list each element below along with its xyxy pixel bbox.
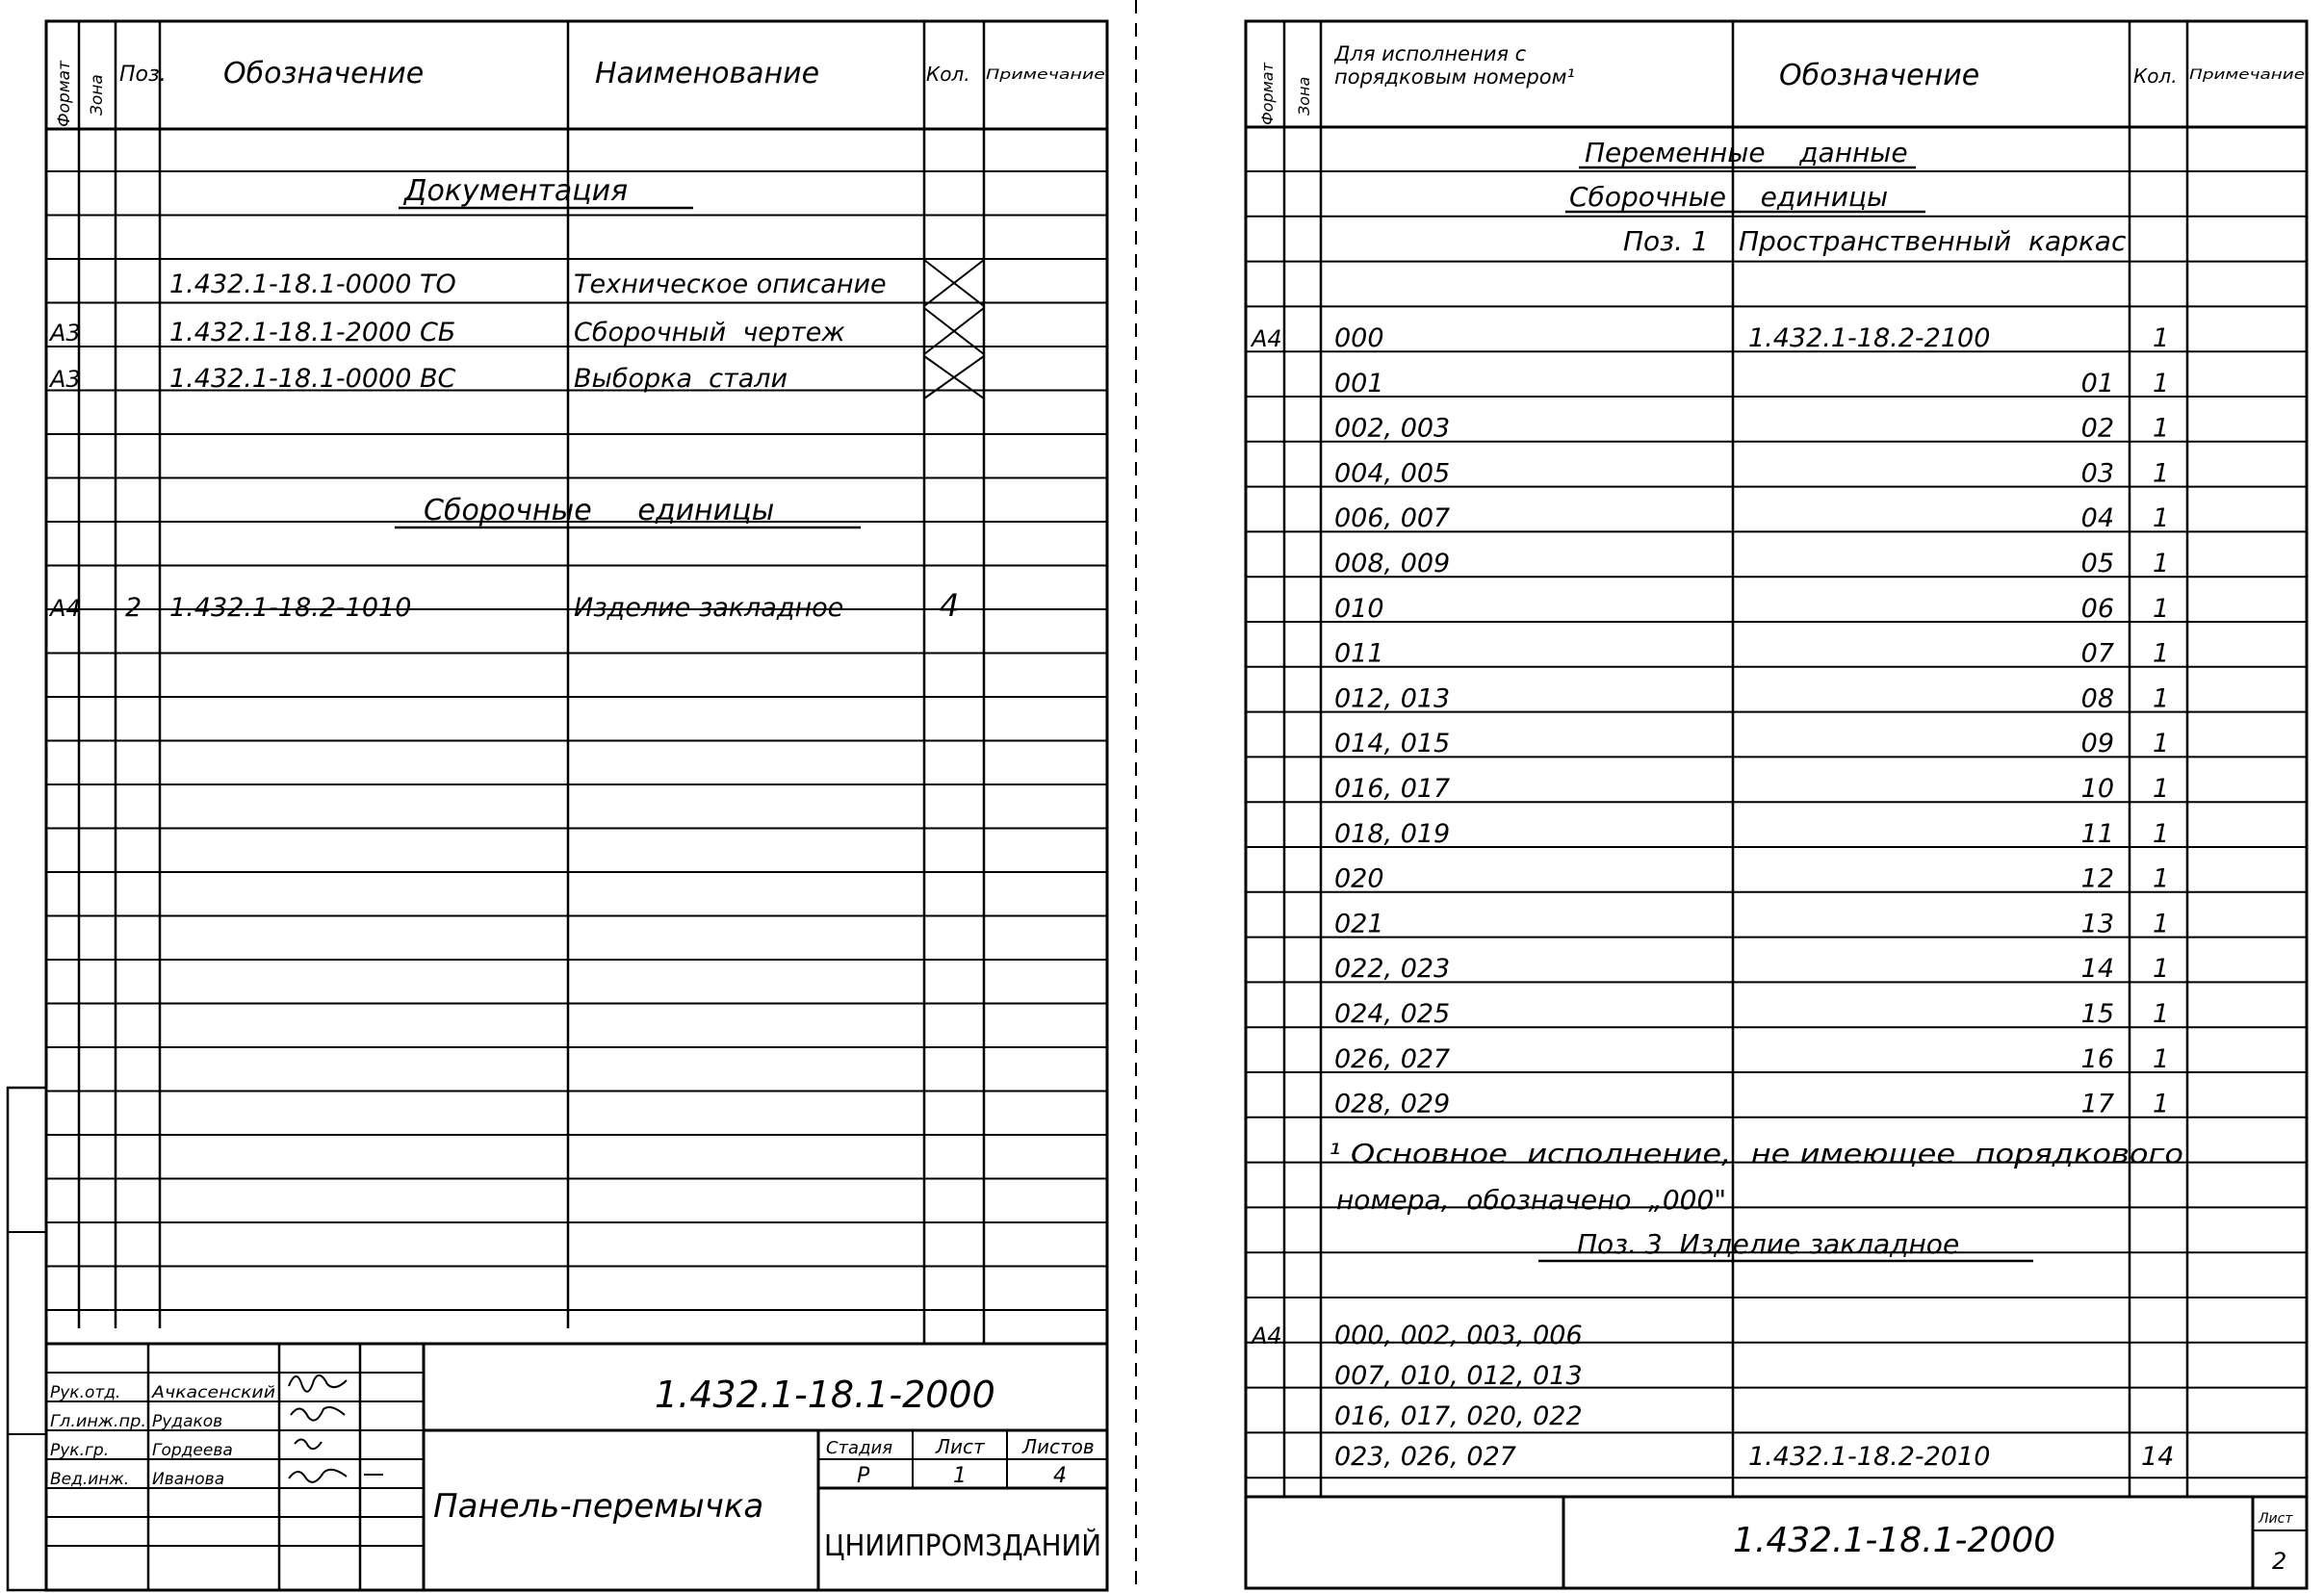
row-name: Сборочный чертеж — [574, 318, 845, 347]
header-designation: Обозначение — [223, 57, 425, 90]
variant-qty: 1 — [2153, 638, 2170, 669]
header-qty: Кол. — [2133, 64, 2178, 88]
row-qty: 4 — [940, 587, 960, 624]
row-format: А3 — [50, 366, 81, 393]
left-spec-row — [48, 318, 845, 347]
organization-name: ЦНИИПРОМЗДАНИЙ — [824, 1529, 1095, 1563]
variant-numbers: 021 — [1334, 909, 1384, 939]
variant-numbers: 026, 027 — [1334, 1043, 1451, 1074]
variant-row — [1334, 819, 2169, 849]
section-assembly-units: Сборочные единицы — [424, 494, 775, 527]
variant-row — [1334, 549, 2169, 578]
header-note: Примечание — [2189, 67, 2305, 83]
variant-row — [1334, 683, 2169, 713]
role-4: Вед.инж. — [50, 1470, 130, 1489]
sheet-value: 1 — [953, 1464, 967, 1488]
variant-designation: 09 — [2080, 729, 2114, 759]
left-sheet-frame — [46, 21, 1107, 1590]
variant-designation: 10 — [2080, 774, 2114, 804]
signatures — [289, 1375, 383, 1482]
variant-numbers: 011 — [1334, 638, 1384, 669]
variant-designation: 16 — [2080, 1043, 2114, 1074]
variant-numbers: 028, 029 — [1334, 1089, 1451, 1119]
role-1: Рук.отд. — [50, 1383, 121, 1402]
variant-designation: 03 — [2080, 458, 2114, 489]
header-qty: Кол. — [926, 63, 970, 86]
variant-numbers: 014, 015 — [1334, 729, 1451, 759]
variant-designation: 17 — [2080, 1089, 2114, 1119]
variant-qty: 1 — [2153, 503, 2170, 534]
heading-assembly-units: Сборочные единицы — [1569, 181, 1889, 213]
header-variant — [1334, 42, 1729, 123]
variant-qty: 1 — [2153, 818, 2170, 849]
variant-row — [1334, 414, 2169, 444]
variant-designation: 11 — [2080, 818, 2114, 849]
variant-numbers: 006, 007 — [1334, 503, 1451, 534]
person-2: Рудаков — [152, 1412, 223, 1431]
left-spec-row — [48, 587, 959, 624]
header-name: Наименование — [595, 57, 820, 90]
person-1: Ачкасенский — [150, 1383, 275, 1402]
footer-doc-number: 1.432.1-18.1-2000 — [1733, 1521, 2056, 1560]
pos3-heading: Поз. 3 Изделие закладное — [1577, 1228, 1960, 1260]
product-title: Панель-перемычка — [433, 1487, 764, 1526]
variant-row — [1334, 458, 2169, 488]
variant-qty: 1 — [2153, 729, 2170, 759]
pos3-format: А4 — [1252, 1323, 1282, 1349]
variant-designation: 07 — [2080, 638, 2114, 669]
footer-sheet-number: 2 — [2272, 1548, 2287, 1575]
variant-designation: 14 — [2080, 954, 2114, 985]
pos3-qty: 14 — [2141, 1442, 2175, 1472]
header-format: Формат — [1258, 63, 1277, 125]
row-designation: 1.432.1-18.1-0000 ТО — [169, 270, 456, 299]
variant-numbers: 012, 013 — [1334, 683, 1451, 714]
variant-row — [1334, 954, 2169, 984]
variant-qty: 1 — [2153, 593, 2170, 624]
variant-qty: 1 — [2153, 368, 2170, 398]
variant-designation: 04 — [2080, 503, 2114, 534]
variant-qty: 1 — [2153, 999, 2170, 1029]
variant-numbers: 008, 009 — [1334, 549, 1451, 578]
variant-numbers: 004, 005 — [1334, 458, 1451, 489]
variant-row — [1334, 369, 2169, 398]
variant-row — [1334, 864, 2169, 894]
variant-qty: 1 — [2153, 413, 2170, 444]
footer-sheet-label: Лист — [2259, 1511, 2293, 1527]
variant-designation: 06 — [2080, 593, 2114, 624]
variant-numbers: 001 — [1334, 368, 1384, 398]
stage-label: Стадия — [826, 1438, 893, 1458]
variant-designation: 02 — [2080, 413, 2114, 444]
variant-designation: 01 — [2080, 368, 2114, 398]
footnote-line-1: ¹ Основное исполнение, не имеющее порядкового — [1329, 1138, 2183, 1169]
pos1-name: Пространственный каркас — [1739, 225, 2127, 257]
left-spec-row — [169, 270, 887, 299]
row-pos: 2 — [125, 593, 142, 623]
stage-value: Р — [857, 1464, 870, 1488]
person-3: Гордеева — [152, 1441, 233, 1460]
struck-out-qty-cells — [924, 260, 984, 398]
variant-designation: 15 — [2080, 999, 2114, 1029]
section-documentation: Документация — [404, 174, 629, 208]
header-designation: Обозначение — [1779, 59, 1980, 92]
variant-row — [1334, 503, 2169, 533]
variant-qty: 1 — [2153, 458, 2170, 489]
header-format: Формат — [55, 61, 74, 127]
variant-row — [1334, 1090, 2169, 1119]
pos3-designation: 1.432.1-18.2-2010 — [1748, 1442, 1991, 1472]
header-zone: Зона — [88, 74, 107, 116]
variant-row — [1250, 323, 2169, 353]
pos3-variants: 023, 026, 027 — [1334, 1442, 1516, 1472]
left-sheet — [8, 21, 1107, 1590]
variant-numbers: 000 — [1334, 323, 1384, 353]
sheets-value: 4 — [1053, 1464, 1067, 1488]
variant-numbers: 002, 003 — [1334, 413, 1451, 444]
pos3-row — [1334, 1442, 2174, 1472]
role-3: Рук.гр. — [50, 1441, 110, 1460]
person-4: Иванова — [152, 1470, 225, 1489]
variant-list — [1250, 323, 2169, 1119]
sheets-label: Листов — [1022, 1435, 1095, 1458]
variant-row — [1334, 774, 2169, 804]
variant-numbers: 010 — [1334, 593, 1384, 624]
variant-qty: 1 — [2153, 1089, 2170, 1119]
pos3-variants: 000, 002, 003, 006 — [1334, 1321, 1583, 1350]
header-variant-text: Для исполнения с порядковым номером¹ — [1334, 42, 1575, 89]
header-zone: Зона — [1295, 76, 1313, 116]
row-format: А3 — [50, 320, 81, 347]
row-designation: 1.432.1-18.1-2000 СБ — [169, 318, 456, 347]
heading-variable-data: Переменные данные — [1585, 137, 1908, 168]
variant-designation: 1.432.1-18.2-2100 — [1748, 323, 1991, 353]
row-format: А4 — [50, 595, 81, 622]
pos1-label: Поз. 1 — [1623, 225, 1709, 257]
variant-row — [1334, 594, 2169, 624]
pos3-variants: 016, 017, 020, 022 — [1334, 1401, 1583, 1431]
row-name: Изделие закладное — [574, 593, 844, 623]
variant-row — [1334, 999, 2169, 1029]
sheet-label: Лист — [936, 1435, 985, 1458]
pos3-row — [1250, 1321, 1583, 1350]
row-name: Техническое описание — [574, 270, 887, 299]
variant-row — [1334, 1044, 2169, 1074]
variant-numbers: 024, 025 — [1334, 999, 1451, 1029]
header-pos: Поз. — [119, 63, 167, 87]
variant-designation: 05 — [2080, 549, 2114, 578]
pos3-row — [1334, 1361, 1583, 1391]
variant-numbers: 016, 017 — [1334, 774, 1451, 804]
variant-qty: 1 — [2153, 1043, 2170, 1074]
variant-qty: 1 — [2153, 323, 2170, 353]
binding-strip — [8, 1088, 46, 1590]
pos3-variants: 007, 010, 012, 013 — [1334, 1361, 1583, 1391]
variant-qty: 1 — [2153, 909, 2170, 939]
variant-qty: 1 — [2153, 774, 2170, 804]
variant-format: А4 — [1252, 325, 1282, 352]
role-2: Гл.инж.пр. — [50, 1412, 146, 1431]
variant-numbers: 020 — [1334, 863, 1384, 894]
variant-row — [1334, 729, 2169, 758]
pos3-row — [1334, 1401, 1583, 1431]
variant-numbers: 022, 023 — [1334, 954, 1451, 985]
variant-designation: 12 — [2080, 863, 2114, 894]
row-name: Выборка стали — [574, 364, 788, 394]
row-designation: 1.432.1-18.2-1010 — [169, 593, 412, 623]
variant-row — [1334, 639, 2169, 669]
footnote-line-2: номера, обозначено „000" — [1336, 1184, 1727, 1216]
right-sheet — [1246, 21, 2307, 1588]
variant-qty: 1 — [2153, 863, 2170, 894]
variant-qty: 1 — [2153, 954, 2170, 985]
variant-designation: 08 — [2080, 683, 2114, 714]
variant-qty: 1 — [2153, 549, 2170, 578]
variant-qty: 1 — [2153, 683, 2170, 714]
header-note: Примечание — [986, 67, 1105, 83]
variant-numbers: 018, 019 — [1334, 818, 1451, 849]
row-designation: 1.432.1-18.1-0000 ВС — [169, 364, 456, 394]
variant-designation: 13 — [2080, 909, 2114, 939]
variant-row — [1334, 909, 2169, 938]
doc-number: 1.432.1-18.1-2000 — [655, 1374, 995, 1416]
